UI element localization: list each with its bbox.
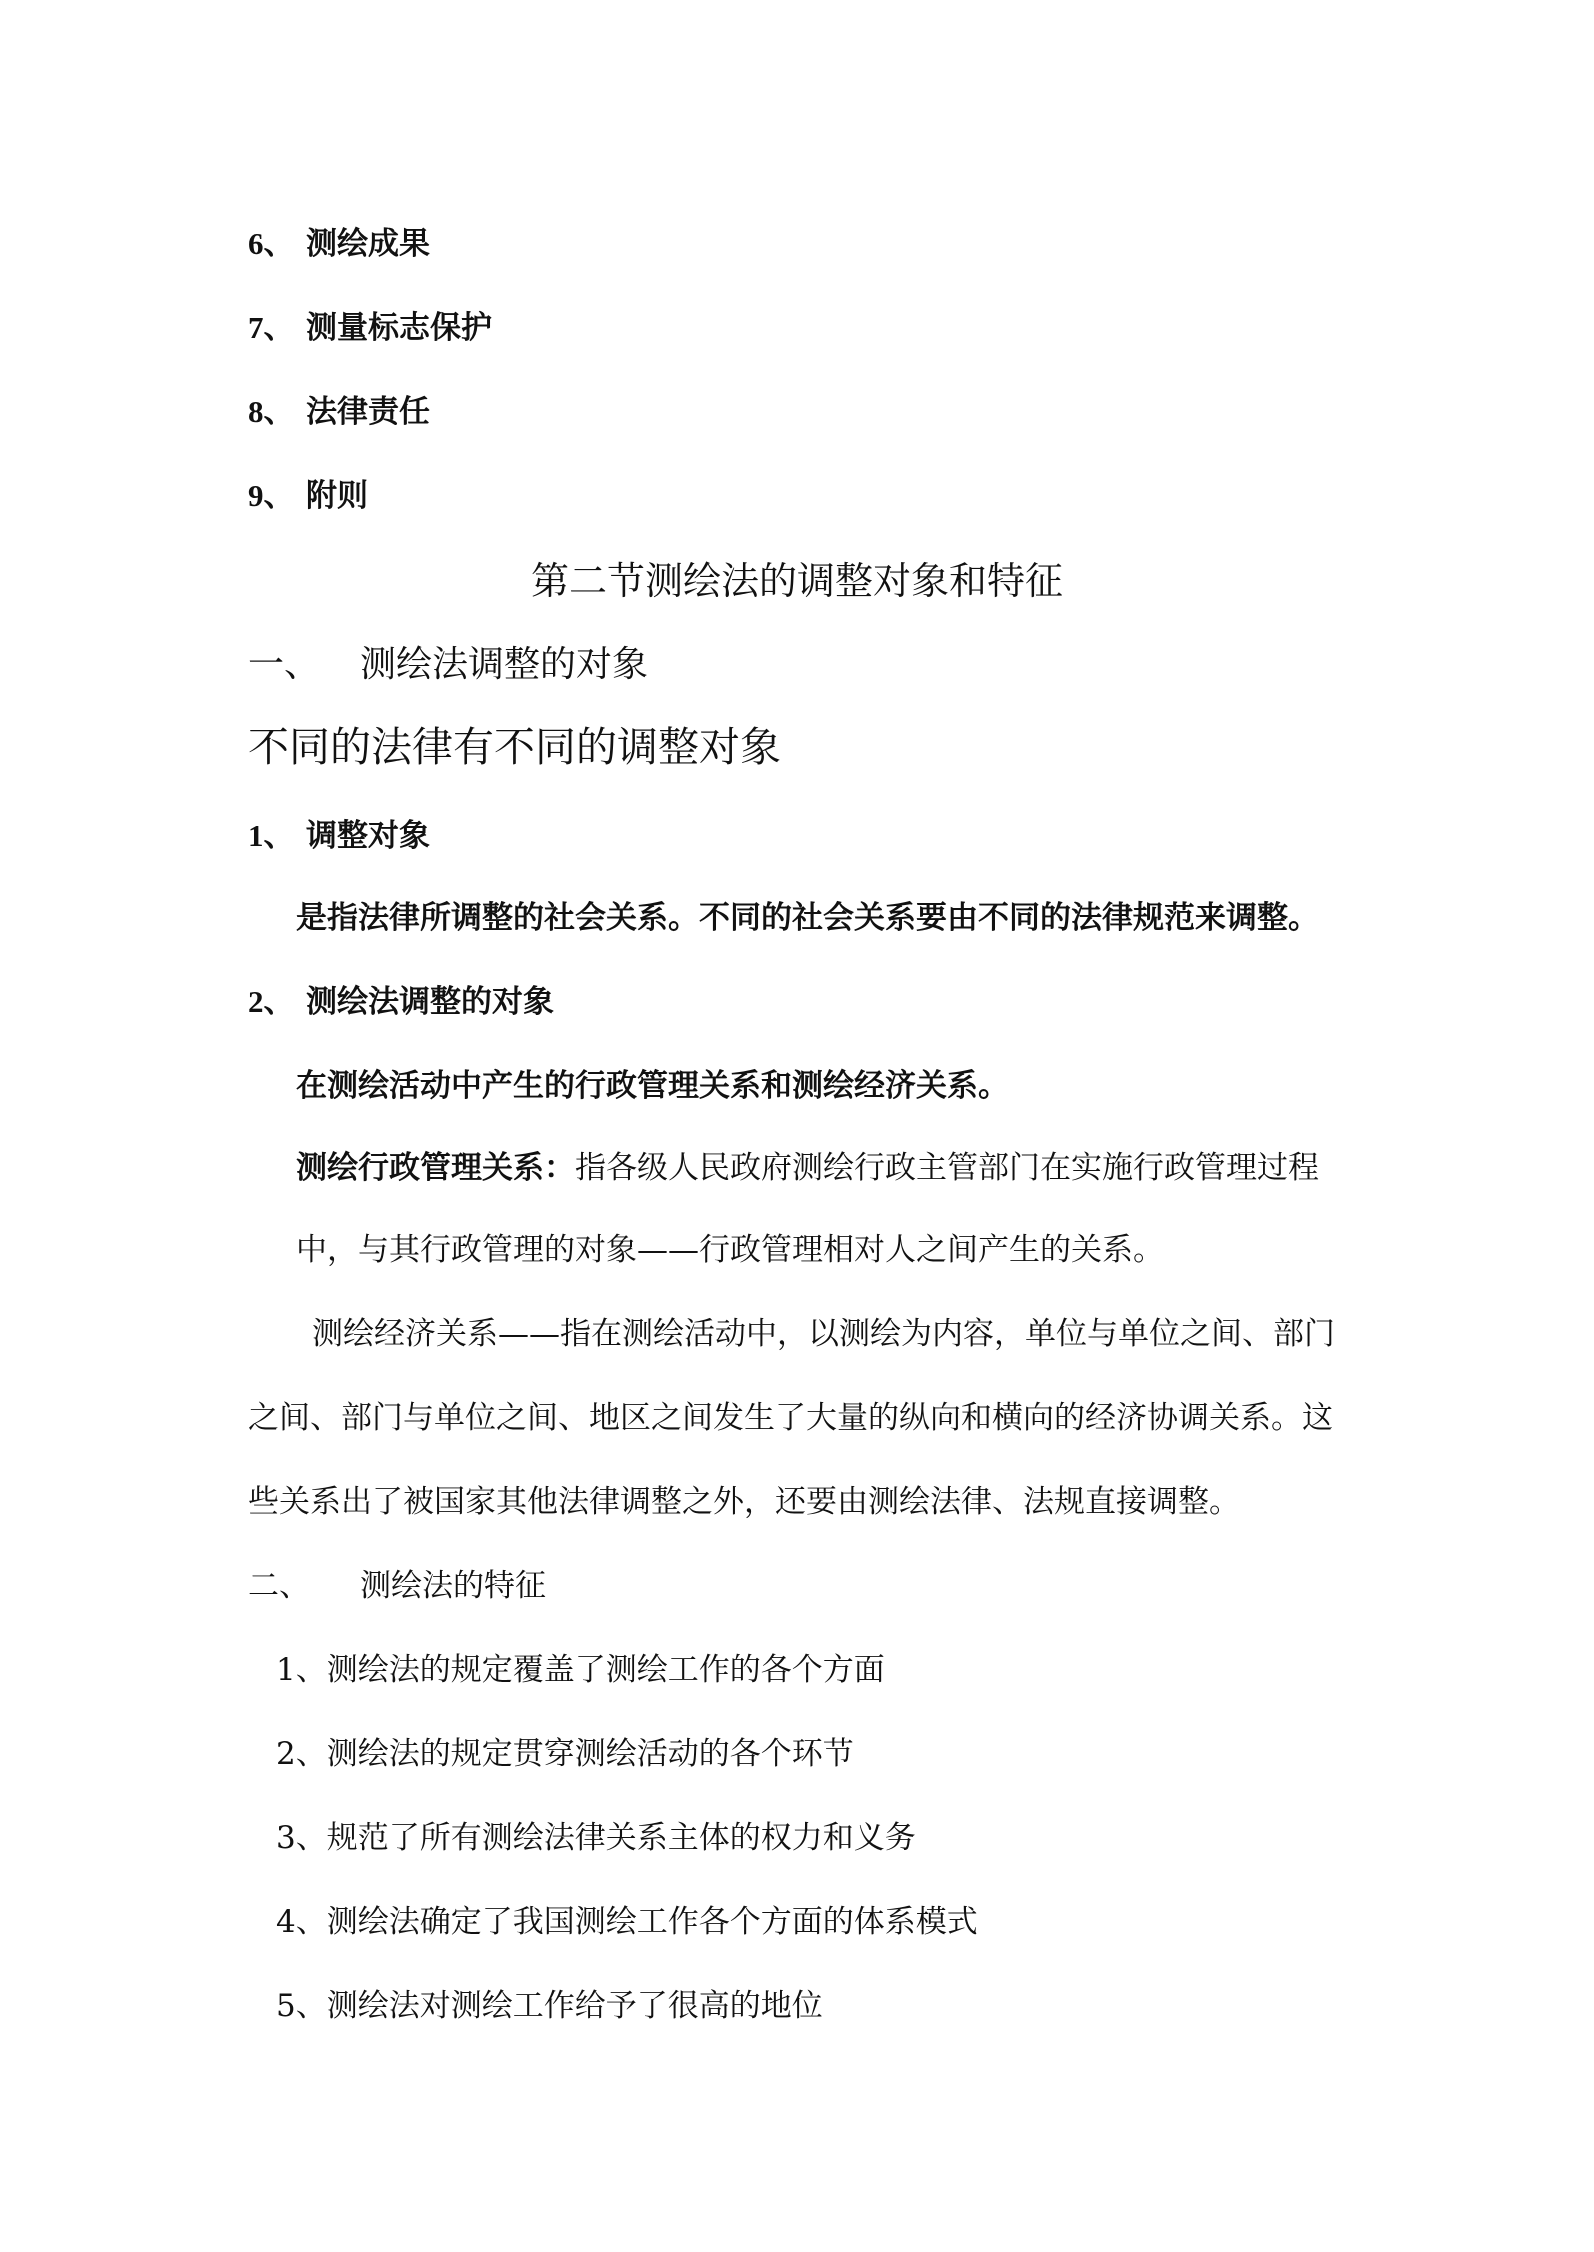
part2-title: 测绘法的特征: [360, 1568, 546, 1604]
toc-item: [248, 470, 368, 515]
section-title: 第二节测绘法的调整对象和特征: [530, 559, 1063, 603]
item2-heading: [248, 976, 554, 1021]
econ-relation-line3: 些关系出了被国家其他法律调整之外，还要由测绘法律、法规直接调整。: [248, 1484, 1240, 1520]
item1-title: 调整对象: [306, 818, 430, 854]
admin-relation-label: 测绘行政管理关系：: [296, 1150, 575, 1186]
toc-item-number: 8、: [248, 394, 295, 429]
feature-item: 3、规范了所有测绘法律关系主体的权力和义务: [276, 1820, 916, 1856]
feature-item: 5、测绘法对测绘工作给予了很高的地位: [276, 1988, 823, 2024]
toc-item-number: 7、: [248, 310, 295, 345]
toc-item: [248, 302, 492, 347]
part2-number: 二、: [248, 1568, 310, 1604]
toc-item-text: 测量标志保护: [306, 310, 492, 346]
toc-item-text: 测绘成果: [306, 226, 430, 262]
admin-relation-line1: [296, 1142, 1319, 1187]
toc-item-text: 附则: [306, 478, 368, 514]
toc-item: [248, 218, 430, 263]
feature-item: 2、测绘法的规定贯穿测绘活动的各个环节: [276, 1736, 854, 1772]
feature-item: 4、测绘法确定了我国测绘工作各个方面的体系模式: [276, 1904, 978, 1940]
admin-relation-line2: 中，与其行政管理的对象——行政管理相对人之间产生的关系。: [296, 1232, 1164, 1268]
part1-heading: [248, 636, 648, 687]
item1-body: 是指法律所调整的社会关系。不同的社会关系要由不同的法律规范来调整。: [296, 900, 1319, 936]
toc-item-number: 9、: [248, 478, 295, 513]
part1-number: 一、: [248, 644, 321, 685]
econ-relation-line2: 之间、部门与单位之间、地区之间发生了大量的纵向和横向的经济协调关系。这: [248, 1400, 1333, 1436]
item1-number: 1、: [248, 818, 295, 853]
intro-heading: 不同的法律有不同的调整对象: [248, 723, 781, 771]
item2-title: 测绘法调整的对象: [306, 984, 554, 1020]
toc-item-text: 法律责任: [306, 394, 430, 430]
feature-item: 1、测绘法的规定覆盖了测绘工作的各个方面: [276, 1652, 885, 1688]
econ-relation-line1: 测绘经济关系——指在测绘活动中，以测绘为内容，单位与单位之间、部门: [312, 1316, 1335, 1352]
item2-body: 在测绘活动中产生的行政管理关系和测绘经济关系。: [296, 1068, 1009, 1104]
item1-heading: [248, 810, 430, 855]
part1-title: 测绘法调整的对象: [360, 644, 649, 685]
part2-heading: [248, 1560, 546, 1605]
admin-relation-text: 指各级人民政府测绘行政主管部门在实施行政管理过程: [575, 1150, 1319, 1186]
toc-item-number: 6、: [248, 226, 295, 261]
item2-number: 2、: [248, 984, 295, 1019]
toc-item: [248, 386, 430, 431]
